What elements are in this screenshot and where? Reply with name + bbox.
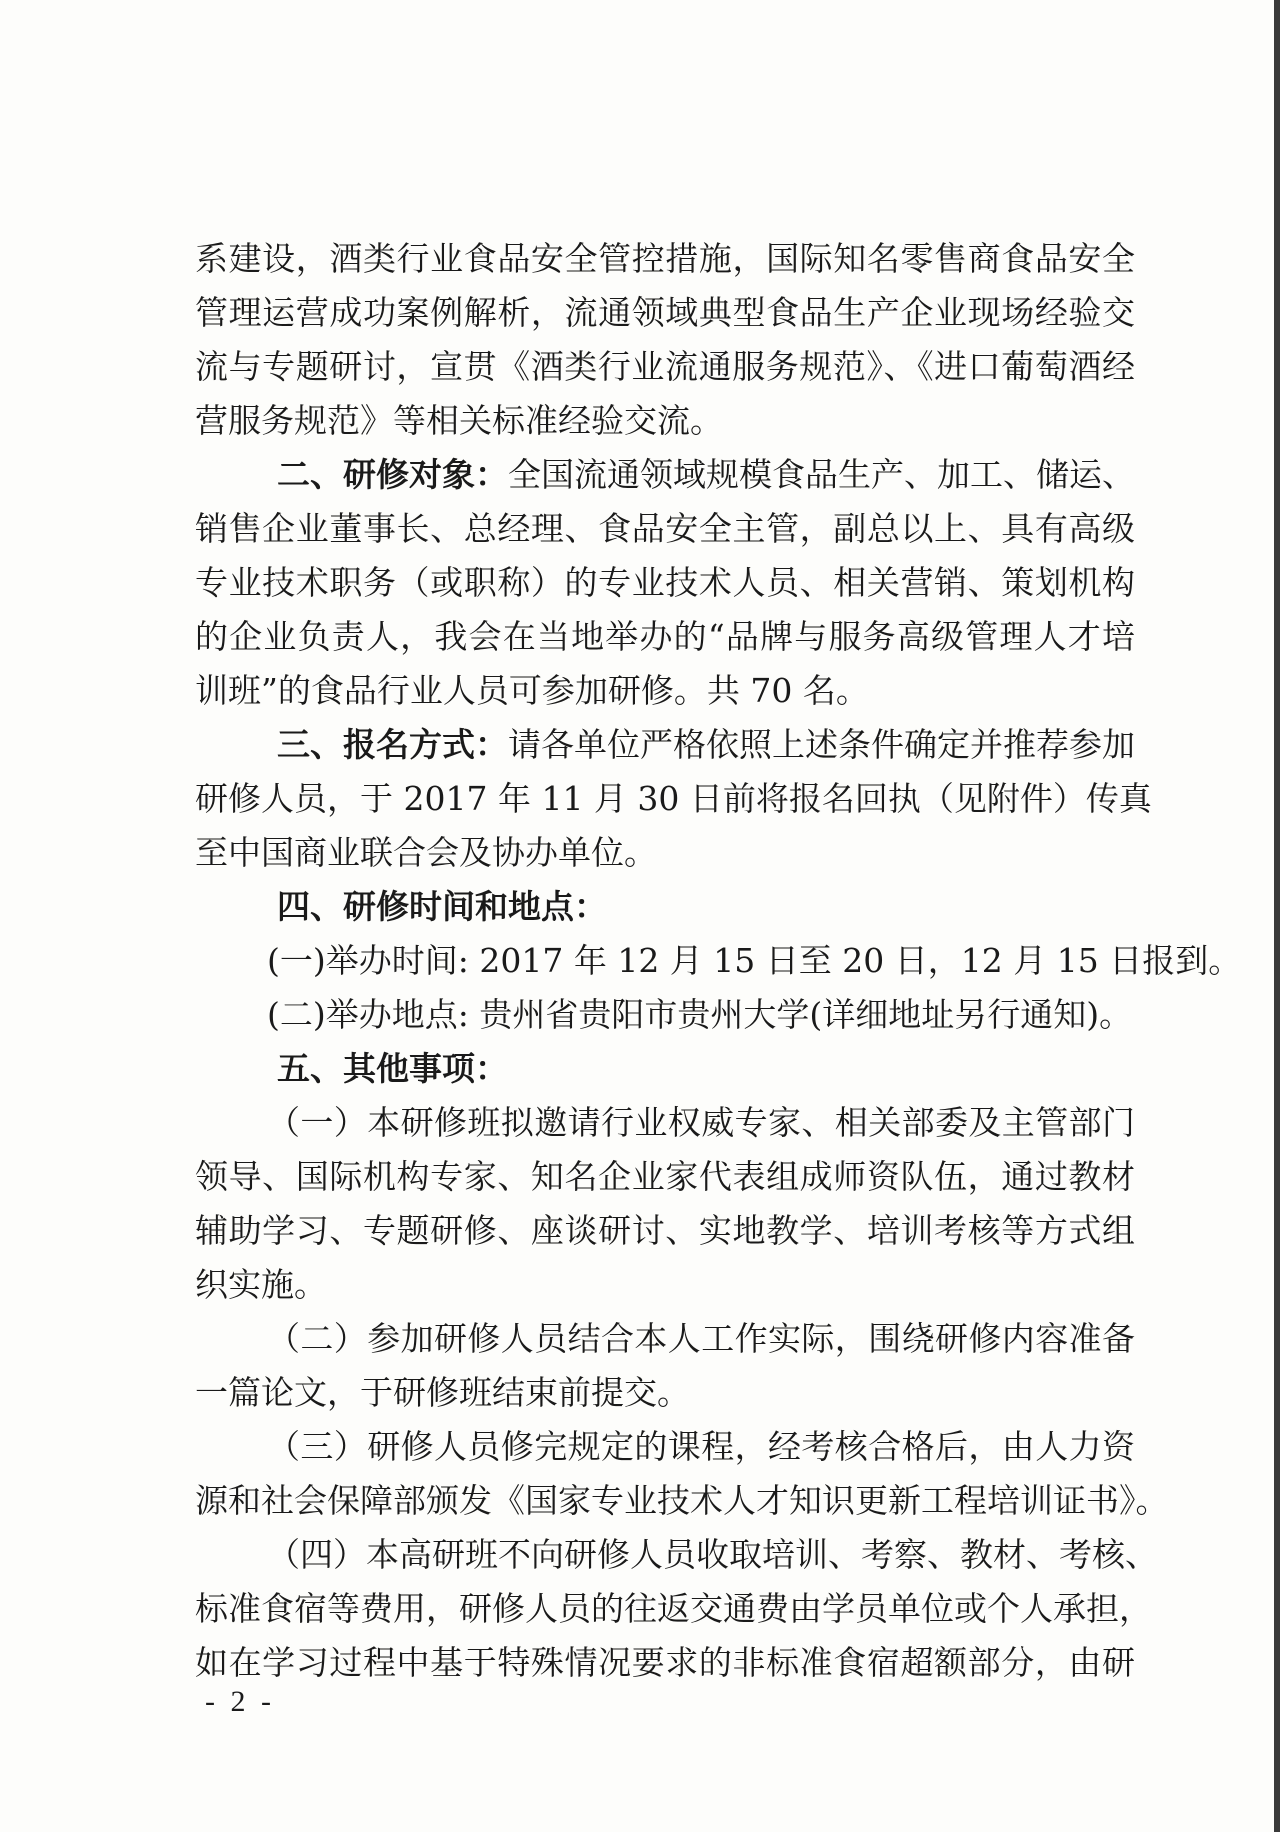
text-line: （二）参加研修人员结合本人工作实际，围绕研修内容准备 [267, 1319, 1135, 1358]
section-2-first-line [195, 448, 1135, 502]
text-line: （四）本高研班不向研修人员收取培训、考察、教材、考核、 [267, 1535, 1158, 1574]
section-2-heading: 二、研修对象： [277, 455, 508, 494]
section-3-heading: 三、报名方式： [277, 725, 508, 764]
section-3-first-line [195, 718, 1135, 772]
text-line: （一）本研修班拟邀请行业权威专家、相关部委及主管部门 [267, 1103, 1135, 1142]
text-line: 研修人员，于 2017 年 11 月 30 日前将报名回执（见附件）传真 [195, 779, 1152, 818]
text-line: 全国流通领域规模食品生产、加工、储运、 [508, 455, 1135, 494]
text-line: 销售企业董事长、总经理、食品安全主管，副总以上、具有高级 [195, 509, 1135, 548]
text-line: 源和社会保障部颁发《国家专业技术人才知识更新工程培训证书》。 [195, 1481, 1169, 1520]
text-line: 流与专题研讨，宣贯《酒类行业流通服务规范》、《进口葡萄酒经 [195, 347, 1135, 386]
text-line: （三）研修人员修完规定的课程，经考核合格后，由人力资 [267, 1427, 1135, 1466]
schedule-location: (二)举办地点: 贵州省贵阳市贵州大学(详细地址另行通知)。 [267, 995, 1133, 1034]
text-line: 一篇论文，于研修班结束前提交。 [195, 1373, 690, 1412]
text-line: 管理运营成功案例解析，流通领域典型食品生产企业现场经验交 [195, 293, 1135, 332]
scan-edge [1274, 0, 1280, 1832]
text-line: 系建设，酒类行业食品安全管控措施，国际知名零售商食品安全 [195, 239, 1135, 278]
section-4-heading: 四、研修时间和地点： [277, 887, 607, 926]
text-line: 辅助学习、专题研修、座谈研讨、实地教学、培训考核等方式组 [195, 1211, 1135, 1250]
text-line: 标准食宿等费用，研修人员的往返交通费由学员单位或个人承担， [195, 1589, 1152, 1628]
schedule-time: (一)举办时间: 2017 年 12 月 15 日至 20 日，12 月 15 日报到。 [267, 941, 1242, 980]
page-number: - 2 - [205, 1685, 275, 1718]
text-line: 如在学习过程中基于特殊情况要求的非标准食宿超额部分，由研 [195, 1643, 1135, 1682]
text-line: 营服务规范》等相关标准经验交流。 [195, 401, 723, 440]
text-line: 专业技术职务（或职称）的专业技术人员、相关营销、策划机构 [195, 563, 1135, 602]
text-line: 织实施。 [195, 1265, 327, 1304]
text-line: 至中国商业联合会及协办单位。 [195, 833, 657, 872]
text-line: 的企业负责人，我会在当地举办的“品牌与服务高级管理人才培 [195, 617, 1135, 656]
section-5-heading: 五、其他事项： [277, 1049, 508, 1088]
body-text [195, 232, 1242, 1690]
text-line: 领导、国际机构专家、知名企业家代表组成师资队伍，通过教材 [195, 1157, 1135, 1196]
text-line: 请各单位严格依照上述条件确定并推荐参加 [508, 725, 1135, 764]
text-line: 训班”的食品行业人员可参加研修。共 70 名。 [195, 671, 869, 710]
